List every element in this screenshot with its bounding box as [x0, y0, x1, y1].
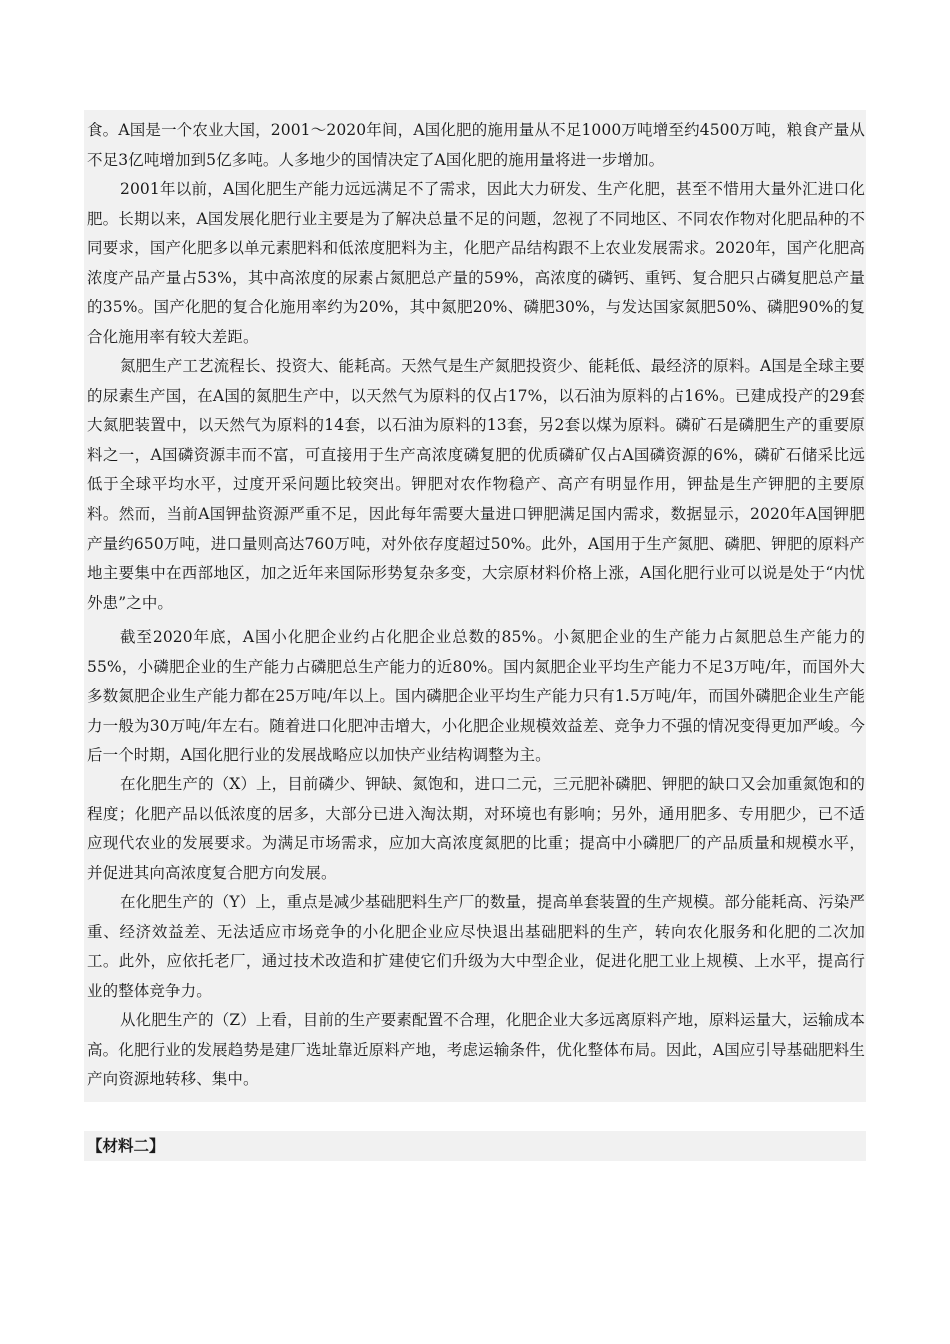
section-heading: 【材料二】 [87, 1136, 165, 1155]
paragraph-enterprise-scale: 截至2020年底，A国小化肥企业约占化肥企业总数的85%。小氮肥企业的生产能力占氮肥总生产能力的55%，小磷肥企业的生产能力占磷肥总生产能力的近80%。国内氮肥企业平均生产能力不足3万吨/年，而国外大多数氮肥企业生产能力都在25万吨/年以上。国内磷肥企业平均生产能力只有1.5万吨/年，而国外磷肥企业生产能力一般为30万吨/年左右。随着进口化肥冲击增大，小化肥企业规模效益差、竞争力不强的情况变得更加严峻。今后一个时期，A国化肥行业的发展战略应以加快产业结构调整为主。 [87, 628, 865, 765]
paragraph-x-structure: 在化肥生产的（X）上，目前磷少、钾缺、氮饱和，进口二元，三元肥补磷肥、钾肥的缺口又会加重氮饱和的程度；化肥产品以低浓度的居多，大部分已进入淘汰期，对环境也有影响；另外，通用肥多、专用肥少，已不适应现代农业的发展要求。为满足市场需求，应加大高浓度氮肥的比重；提高中小磷肥厂的产品质量和规模水平，并促进其向高浓度复合肥方向发展。 [87, 775, 865, 882]
paragraph-product-structure: 2001年以前，A国化肥生产能力远远满足不了需求，因此大力研发、生产化肥，甚至不惜用大量外汇进口化肥。长期以来，A国发展化肥行业主要是为了解决总量不足的问题，忽视了不同地区、不同农作物对化肥品种的不同要求，国产化肥多以单元素肥料和低浓度肥料为主，化肥产品结构跟不上农业发展需求。2020年，国产化肥高浓度产品产量占53%，其中高浓度的尿素占氮肥总产量的59%，高浓度的磷钙、重钙、复合肥只占磷复肥总产量的35%。国产化肥的复合化施用率约为20%，其中氮肥20%、磷肥30%，与发达国家氮肥50%、磷肥90%的复合化施用率有较大差距。 [87, 180, 865, 346]
paragraph-fertilizer-usage: 食。A国是一个农业大国，2001～2020年间，A国化肥的施用量从不足1000万吨增至约4500万吨，粮食产量从不足3亿吨增加到5亿多吨。人多地少的国情决定了A国化肥的施用量将进一步增加。 [87, 121, 865, 169]
paragraph-y-structure: 在化肥生产的（Y）上，重点是减少基础肥料生产厂的数量，提高单套装置的生产规模。部分能耗高、污染严重、经济效益差、无法适应市场竞争的小化肥企业应尽快退出基础肥料的生产，转向农化服务和化肥的二次加工。此外，应依托老厂，通过技术改造和扩建使它们升级为大中型企业，促进化肥工业上规模、上水平，提高行业的整体竞争力。 [87, 893, 865, 1000]
paragraph-raw-materials: 氮肥生产工艺流程长、投资大、能耗高。天然气是生产氮肥投资少、能耗低、最经济的原料。A国是全球主要的尿素生产国，在A国的氮肥生产中，以天然气为原料的仅占17%，以石油为原料的占16%。已建成投产的29套大氮肥装置中，以天然气为原料的14套，以石油为原料的13套，另2套以煤为原料。磷矿石是磷肥生产的重要原料之一，A国磷资源丰而不富，可直接用于生产高浓度磷复肥的优质磷矿仅占A国磷资源的6%，磷矿石储采比远低于全球平均水平，过度开采问题比较突出。钾肥对农作物稳产、高产有明显作用，钾盐是生产钾肥的主要原料。然而，当前A国钾盐资源严重不足，因此每年需要大量进口钾肥满足国内需求，数据显示，2020年A国钾肥产量约650万吨，进口量则高达760万吨，对外依存度超过50%。此外，A国用于生产氮肥、磷肥、钾肥的原料产地主要集中在西部地区，加之近年来国际形势复杂多变，大宗原材料价格上涨，A国化肥行业可以说是处于“内忧外患”之中。 [87, 357, 865, 612]
paragraph-z-structure: 从化肥生产的（Z）上看，目前的生产要素配置不合理，化肥企业大多远离原料产地，原料运量大，运输成本高。化肥行业的发展趋势是建厂选址靠近原料产地，考虑运输条件，优化整体布局。因此，A国应引导基础肥料生产向资源地转移、集中。 [87, 1011, 865, 1089]
material-two-background [84, 1131, 866, 1161]
